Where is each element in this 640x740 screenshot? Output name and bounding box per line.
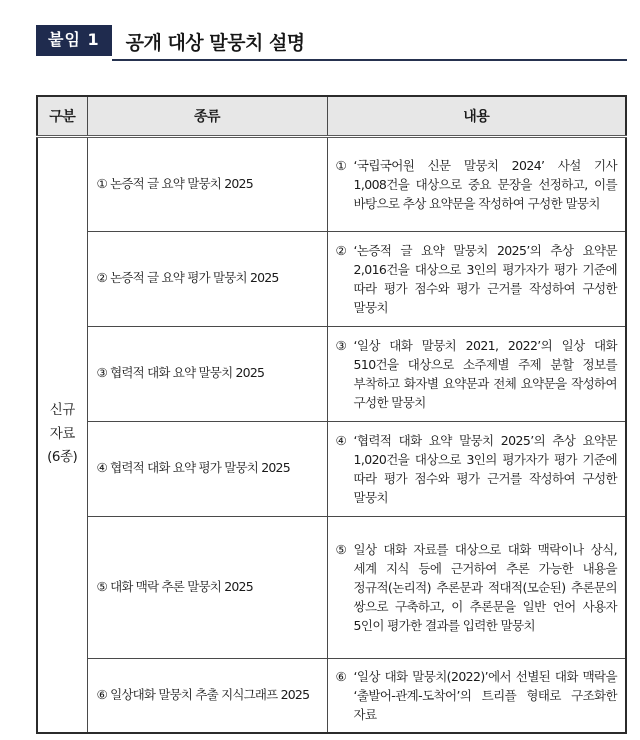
item-marker: ⑤ bbox=[335, 541, 347, 557]
corpus-type: ④ 협력적 대화 요약 평가 말뭉치 2025 bbox=[87, 421, 327, 516]
document-header bbox=[36, 25, 627, 61]
corpus-description bbox=[327, 136, 626, 231]
item-marker: ④ bbox=[335, 432, 347, 448]
description-text: ‘일상 대화 말뭉치(2022)’에서 선별된 대화 맥락을 ‘출발어-관계-도착어’의 트리플 형태로 구조화한 자료 bbox=[353, 668, 617, 722]
column-header-category: 구분 bbox=[37, 96, 87, 136]
corpus-description bbox=[327, 326, 626, 421]
group-line: 자료 bbox=[49, 425, 75, 442]
table-header-row bbox=[37, 96, 626, 136]
description-text: ‘논증적 글 요약 말뭉치 2025’의 추상 요약문 2,016건을 대상으로 3인의 평가자가 평가 기준에 따라 평가 점수와 평가 근거를 작성하여 구성한 말뭉치 bbox=[353, 242, 617, 315]
corpus-type: ⑥ 일상대화 말뭉치 추출 지식그래프 2025 bbox=[87, 658, 327, 733]
table-row bbox=[37, 658, 626, 733]
corpus-description bbox=[327, 231, 626, 326]
item-marker: ③ bbox=[335, 337, 347, 353]
item-marker: ① bbox=[335, 157, 347, 173]
table-row bbox=[37, 136, 626, 231]
description-text: ‘국립국어원 신문 말뭉치 2024’ 사설 기사 1,008건을 대상으로 중요 문장을 선정하고, 이를 바탕으로 추상 요약문을 작성하여 구성한 말뭉치 bbox=[353, 157, 617, 211]
corpus-type: ② 논증적 글 요약 평가 말뭉치 2025 bbox=[87, 231, 327, 326]
attachment-badge: 붙임 1 bbox=[36, 25, 112, 56]
column-header-type: 종류 bbox=[87, 96, 327, 136]
column-header-content: 내용 bbox=[327, 96, 626, 136]
corpus-description bbox=[327, 421, 626, 516]
corpus-description bbox=[327, 516, 626, 658]
group-line: 신규 bbox=[49, 402, 75, 419]
item-marker: ⑥ bbox=[335, 668, 347, 684]
corpus-type: ① 논증적 글 요약 말뭉치 2025 bbox=[87, 136, 327, 231]
corpus-table bbox=[36, 95, 627, 734]
table-row bbox=[37, 231, 626, 326]
corpus-type: ③ 협력적 대화 요약 말뭉치 2025 bbox=[87, 326, 327, 421]
group-line: (6종) bbox=[47, 449, 78, 466]
title-underline bbox=[112, 25, 627, 61]
table-row bbox=[37, 516, 626, 658]
table-row bbox=[37, 421, 626, 516]
description-text: ‘협력적 대화 요약 말뭉치 2025’의 추상 요약문 1,020건을 대상으로 3인의 평가자가 평가 기준에 따라 평가 점수와 평가 근거를 작성하여 구성한 말뭉치 bbox=[353, 432, 617, 505]
description-text: ‘일상 대화 말뭉치 2021, 2022’의 일상 대화 510건을 대상으로 소주제별 주제 분할 정보를 부착하고 화자별 요약문과 전체 요약문을 작성하여 구성한 말뭉치 bbox=[353, 337, 617, 410]
group-cell-new-data bbox=[37, 136, 87, 733]
corpus-description bbox=[327, 658, 626, 733]
corpus-type: ⑤ 대화 맥락 추론 말뭉치 2025 bbox=[87, 516, 327, 658]
table-row bbox=[37, 326, 626, 421]
page-title: 공개 대상 말뭉치 설명 bbox=[125, 32, 305, 54]
description-text: 일상 대화 자료를 대상으로 대화 맥락이나 상식, 세계 지식 등에 근거하여 추론 가능한 내용을 정규적(논리적) 추론문과 적대적(모순된) 추론문의 쌍으로 구축하고, 이 추론문을 일반 언어 사용자 5인이 평가한 결과를 입력한 말뭉치 bbox=[353, 541, 617, 633]
item-marker: ② bbox=[335, 242, 347, 258]
